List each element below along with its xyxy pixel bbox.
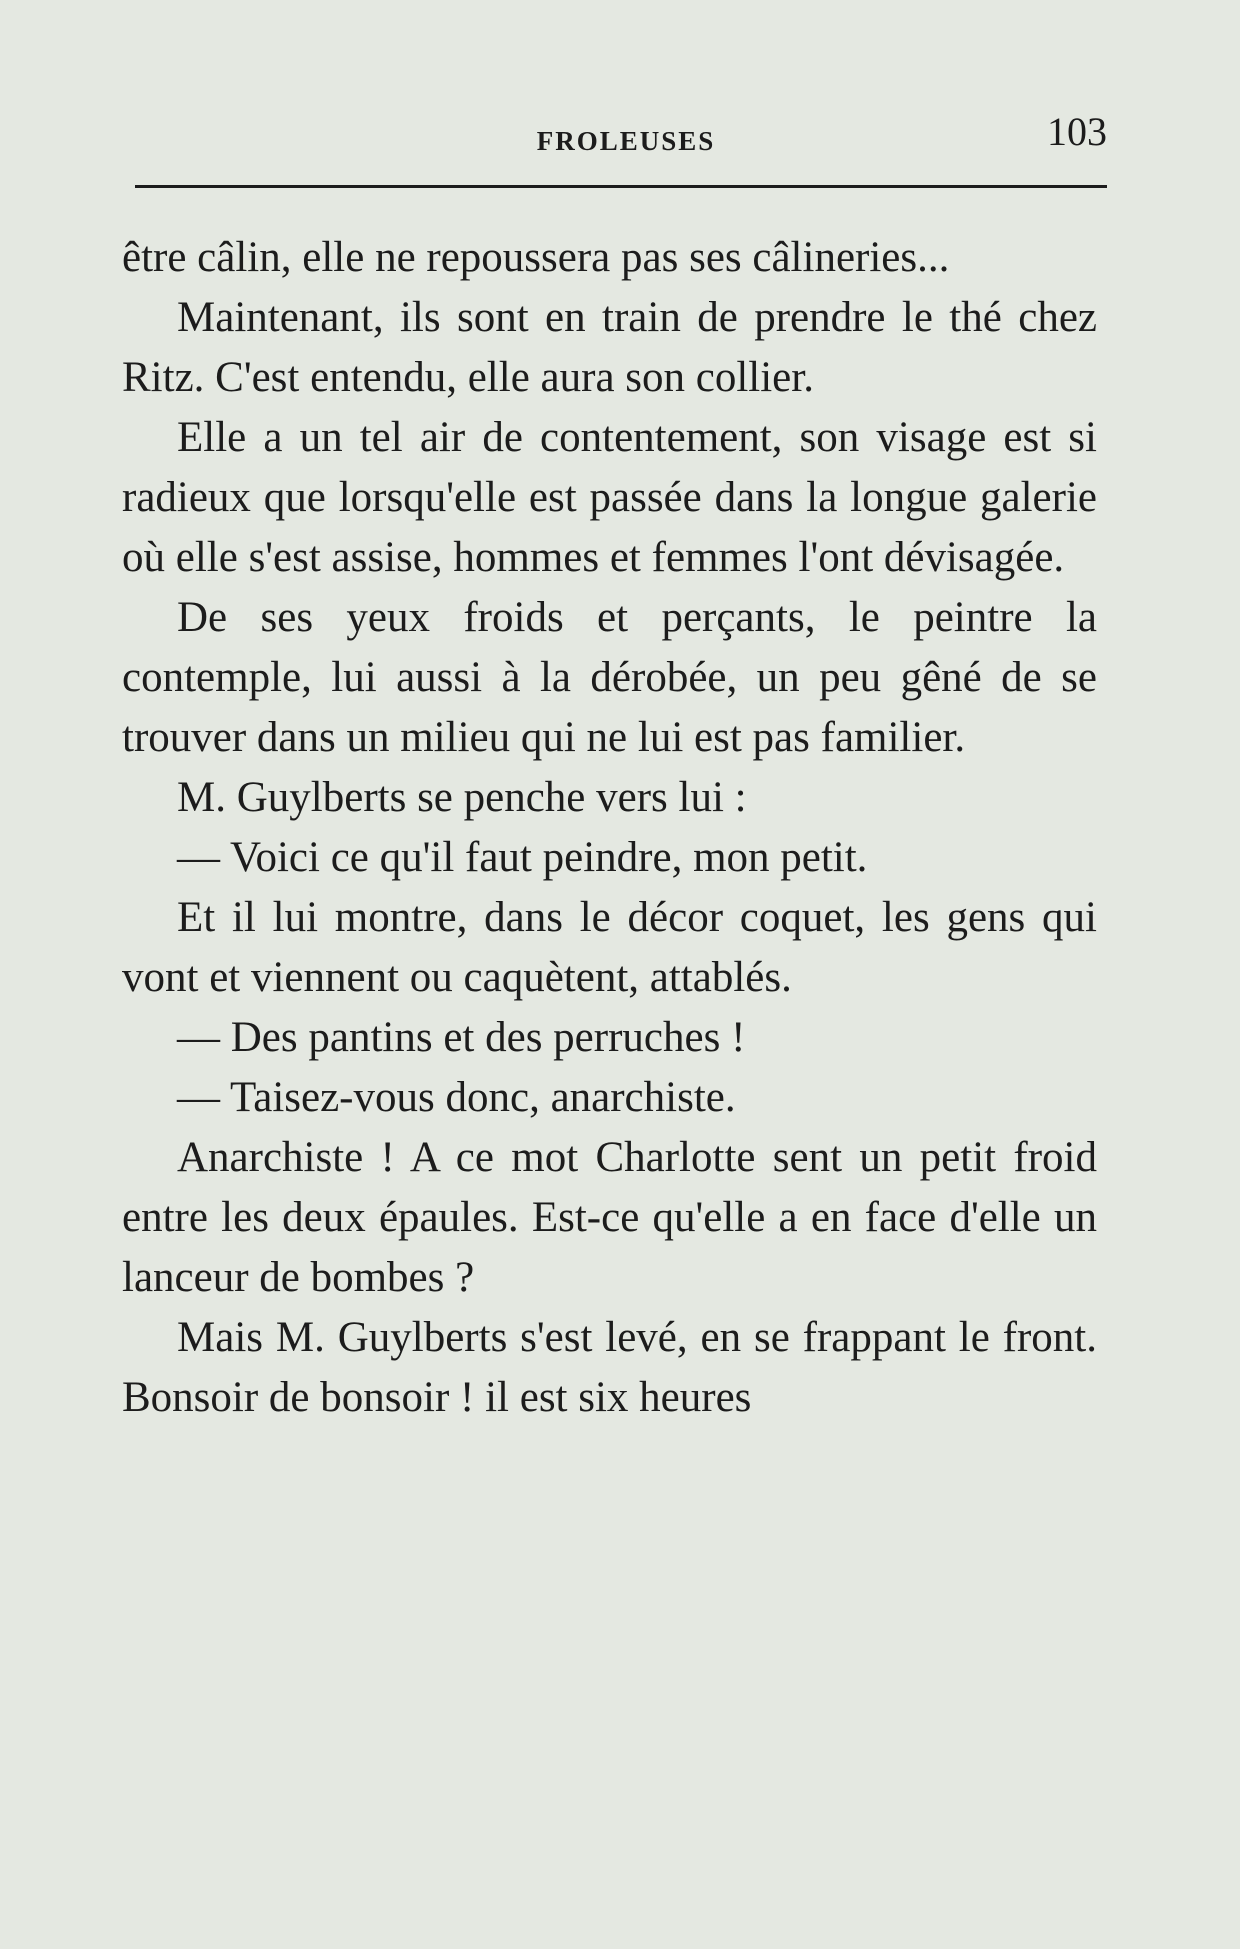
paragraph: M. Guylberts se penche vers lui : bbox=[177, 774, 747, 821]
text-body bbox=[122, 228, 1097, 1428]
paragraph: Anarchiste ! A ce mot Charlotte sent un petit froid entre les deux épaules. Est-ce qu'elle a en face d'elle un lanceur de bombes ? bbox=[122, 1134, 1097, 1301]
header-rule bbox=[135, 185, 1107, 188]
paragraph: Maintenant, ils sont en train de prendre le thé chez Ritz. C'est entendu, elle aura son collier. bbox=[122, 294, 1097, 401]
page-number: 103 bbox=[1047, 109, 1107, 154]
running-title: FROLEUSES bbox=[536, 126, 716, 156]
running-head bbox=[135, 109, 1107, 168]
paragraph: Et il lui montre, dans le décor coquet, les gens qui vont et viennent ou caquètent, attablés. bbox=[122, 894, 1097, 1001]
paragraph: Mais M. Guylberts s'est levé, en se frappant le front. Bonsoir de bonsoir ! il est six heures bbox=[122, 1314, 1097, 1421]
paragraph: De ses yeux froids et perçants, le peintre la contemple, lui aussi à la dérobée, un peu gêné de se trouver dans un milieu qui ne lui est pas familier. bbox=[122, 594, 1097, 761]
paragraph: être câlin, elle ne repoussera pas ses câlineries... bbox=[122, 234, 950, 281]
dialogue-line: — Taisez-vous donc, anarchiste. bbox=[177, 1074, 736, 1121]
paragraph: Elle a un tel air de contentement, son visage est si radieux que lorsqu'elle est passée dans la longue galerie où elle s'est assise, hommes et femmes l'ont dévisagée. bbox=[122, 414, 1097, 581]
dialogue-line: — Voici ce qu'il faut peindre, mon petit. bbox=[177, 834, 868, 881]
dialogue-line: — Des pantins et des perruches ! bbox=[177, 1014, 746, 1061]
